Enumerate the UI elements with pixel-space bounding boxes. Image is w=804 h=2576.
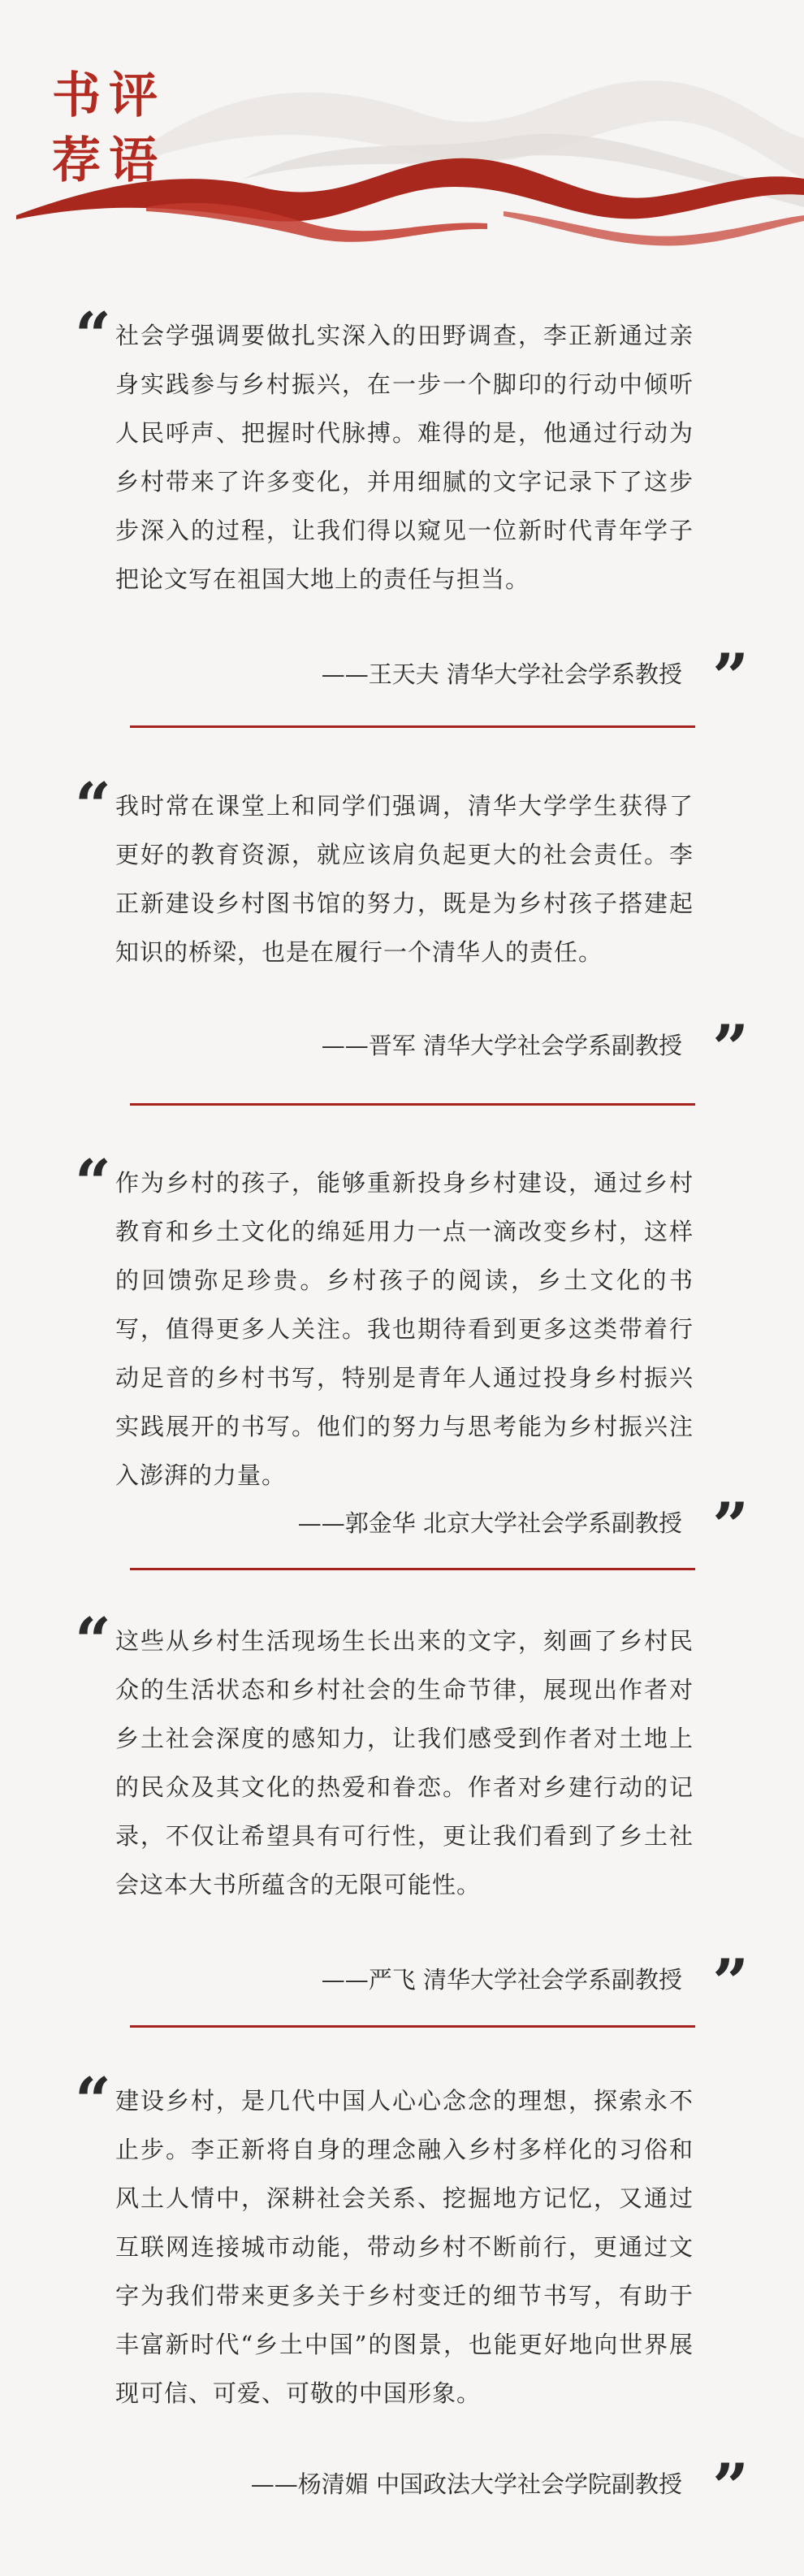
close-quote-icon: ” [712,2450,749,2524]
review-author: ——严飞 清华大学社会学系副教授 [321,1966,682,1994]
review-author: ——晋军 清华大学社会学系副教授 [321,1032,682,1059]
review-text: 这些从乡村生活现场生长出来的文字，刻画了乡村民众的生活状态和乡村社会的生命节律，展现出作者对乡土社会深度的感知力，让我们感受到作者对土地上的民众及其文化的热爱和眷恋。作者对乡建行动的记录，不仅让希望具有可行性，更让我们看到了乡土社会这本大书所蕴含的无限可能性。 [115,1627,694,1898]
review-text: 建设乡村，是几代中国人心心念念的理想，探索永不止步。李正新将自身的理念融入乡村多样化的习俗和风土人情中，深耕社会关系、挖掘地方记忆，又通过互联网连接城市动能，带动乡村不断前行，更通过文字为我们带来更多关于乡村变迁的细节书写，有助于丰富新时代“乡土中国”的图景，也能更好地向世界展现可信、可爱、可敬的中国形象。 [115,2087,694,2407]
title-line-1: 书评 [52,67,166,124]
review-author: ——郭金华 北京大学社会学系副教授 [297,1509,682,1537]
review-card [0,1146,804,1563]
close-quote-icon: ” [712,1011,749,1085]
close-quote-icon: ” [712,1946,749,2020]
review-card [0,1604,804,2020]
open-quote-icon: “ [75,2064,111,2138]
title-line-2: 荐语 [52,132,166,189]
review-text: 作为乡村的孩子，能够重新投身乡村建设，通过乡村教育和乡土文化的绵延用力一点一滴改变乡村，这样的回馈弥足珍贵。乡村孩子的阅读，乡土文化的书写，值得更多人关注。我也期待看到更多这类带着行动足音的乡村书写，特别是青年人通过投身乡村振兴实践展开的书写。他们的努力与思考能为乡村振兴注入澎湃的力量。 [115,1169,694,1489]
close-quote-icon: ” [712,1489,749,1563]
review-card [0,299,804,714]
review-text: 社会学强调要做扎实深入的田野调查，李正新通过亲身实践参与乡村振兴，在一步一个脚印的行动中倾听人民呼声、把握时代脉搏。难得的是，他通过行动为乡村带来了许多变化，并用细腻的文字记录下了这步步深入的过程，让我们得以窥见一位新时代青年学子把论文写在祖国大地上的责任与担当。 [115,322,694,593]
review-card [0,769,804,1085]
review-text: 我时常在课堂上和同学们强调，清华大学学生获得了更好的教育资源，就应该肩负起更大的社会责任。李正新建设乡村图书馆的努力，既是为乡村孩子搭建起知识的桥梁，也是在履行一个清华人的责任。 [115,792,694,966]
review-author: ——杨清媚 中国政法大学社会学院副教授 [250,2470,682,2498]
open-quote-icon: “ [75,769,111,843]
section-title [52,63,166,193]
review-card [0,2064,804,2531]
open-quote-icon: “ [75,1146,111,1220]
open-quote-icon: “ [75,1604,111,1678]
divider [130,725,695,728]
header [0,0,804,268]
review-author: ——王天夫 清华大学社会学系教授 [321,660,682,688]
close-quote-icon: ” [712,640,749,714]
divider [130,2025,695,2028]
open-quote-icon: “ [75,299,111,373]
divider [130,1103,695,1106]
divider [130,1568,695,1570]
